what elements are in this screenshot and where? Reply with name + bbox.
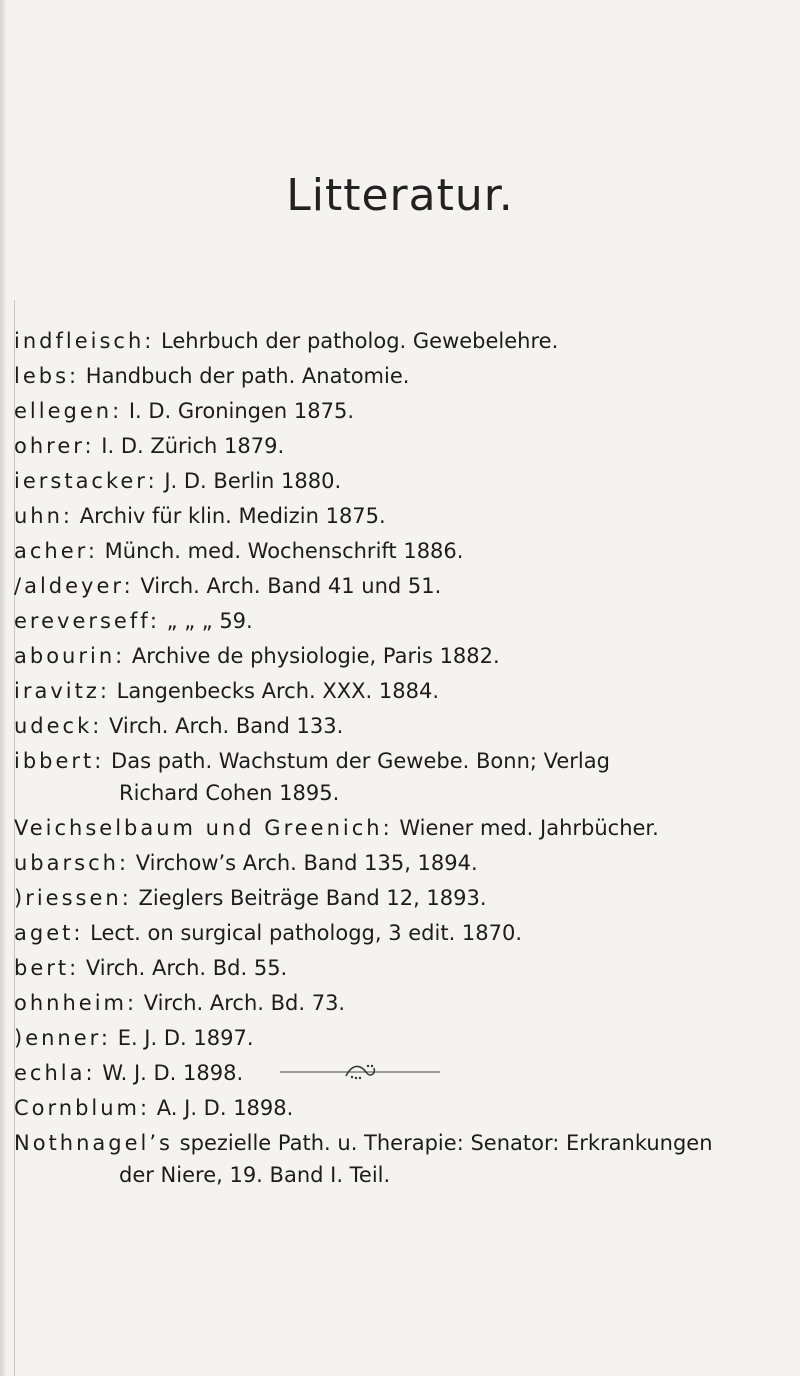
reference-continuation: der Niere, 19. Band I. Teil. xyxy=(119,1163,391,1187)
reference-entry xyxy=(14,325,800,357)
reference-author: Nothnagel’s xyxy=(14,1131,173,1155)
reference-entry xyxy=(14,1127,800,1191)
reference-author: ierstacker: xyxy=(14,469,158,493)
reference-text: Lehrbuch der patholog. Gewebelehre. xyxy=(161,329,559,353)
reference-author: abourin: xyxy=(14,644,126,668)
reference-text: Wiener med. Jahrbücher. xyxy=(399,816,659,840)
reference-text: E. J. D. 1897. xyxy=(117,1026,254,1050)
reference-text: Das path. Wachstum der Gewebe. Bonn; Verlag xyxy=(111,749,610,773)
reference-text: A. J. D. 1898. xyxy=(156,1096,294,1120)
reference-text: Virchow’s Arch. Band 135, 1894. xyxy=(135,851,478,875)
reference-author: aget: xyxy=(14,921,84,945)
reference-text: Virch. Arch. Bd. 55. xyxy=(85,956,288,980)
reference-author: acher: xyxy=(14,539,98,563)
reference-entry xyxy=(14,1092,800,1124)
page-title: Litteratur. xyxy=(286,170,514,221)
reference-author: echla: xyxy=(14,1061,96,1085)
reference-entry xyxy=(14,430,800,462)
reference-author: indfleisch: xyxy=(14,329,155,353)
reference-text: W. J. D. 1898. xyxy=(102,1061,244,1085)
reference-author: ibbert: xyxy=(14,749,105,773)
reference-entry xyxy=(14,465,800,497)
reference-entry xyxy=(14,812,800,844)
reference-text: Archive de physiologie, Paris 1882. xyxy=(131,644,500,668)
reference-author: /aldeyer: xyxy=(14,574,134,598)
reference-entry xyxy=(14,987,800,1019)
reference-author: udeck: xyxy=(14,714,103,738)
reference-entry xyxy=(14,675,800,707)
reference-entry xyxy=(14,952,800,984)
reference-entry xyxy=(14,570,800,602)
reference-author: Cornblum: xyxy=(14,1096,151,1120)
reference-text: I. D. Groningen 1875. xyxy=(128,399,355,423)
reference-text: Virch. Arch. Band 41 und 51. xyxy=(140,574,442,598)
reference-text: Virch. Arch. Band 133. xyxy=(109,714,344,738)
reference-entry xyxy=(14,882,800,914)
reference-entry xyxy=(14,745,800,809)
reference-author: ubarsch: xyxy=(14,851,130,875)
reference-author: Veichselbaum und Greenich: xyxy=(14,816,393,840)
reference-text: J. D. Berlin 1880. xyxy=(164,469,342,493)
reference-text: Lect. on surgical pathologg, 3 edit. 1870. xyxy=(90,921,523,945)
reference-author: )enner: xyxy=(14,1026,111,1050)
reference-author: ohrer: xyxy=(14,434,95,458)
reference-text: Münch. med. Wochenschrift 1886. xyxy=(104,539,464,563)
reference-text: I. D. Zürich 1879. xyxy=(101,434,285,458)
reference-entry xyxy=(14,395,800,427)
reference-author: )riessen: xyxy=(14,886,132,910)
reference-entry xyxy=(14,605,800,637)
reference-author: ellegen: xyxy=(14,399,123,423)
ornament-divider xyxy=(280,1060,440,1084)
reference-author: ereverseff: xyxy=(14,609,160,633)
reference-continuation: Richard Cohen 1895. xyxy=(119,781,340,805)
reference-entry xyxy=(14,917,800,949)
reference-author: uhn: xyxy=(14,504,74,528)
reference-entry xyxy=(14,360,800,392)
reference-text: Archiv für klin. Medizin 1875. xyxy=(79,504,386,528)
reference-entry xyxy=(14,535,800,567)
reference-text: Handbuch der path. Anatomie. xyxy=(85,364,410,388)
reference-author: bert: xyxy=(14,956,80,980)
reference-entry xyxy=(14,1022,800,1054)
reference-text: Langenbecks Arch. XXX. 1884. xyxy=(116,679,440,703)
reference-entry xyxy=(14,847,800,879)
reference-text: spezielle Path. u. Therapie: Senator: Erkrankungen xyxy=(179,1131,713,1155)
reference-author: lebs: xyxy=(14,364,80,388)
reference-text: Virch. Arch. Bd. 73. xyxy=(143,991,346,1015)
reference-text: Zieglers Beiträge Band 12, 1893. xyxy=(138,886,487,910)
reference-author: iravitz: xyxy=(14,679,110,703)
reference-author: ohnheim: xyxy=(14,991,138,1015)
reference-text: „ „ „ 59. xyxy=(166,609,253,633)
reference-entry xyxy=(14,500,800,532)
reference-entry xyxy=(14,710,800,742)
reference-entry xyxy=(14,640,800,672)
